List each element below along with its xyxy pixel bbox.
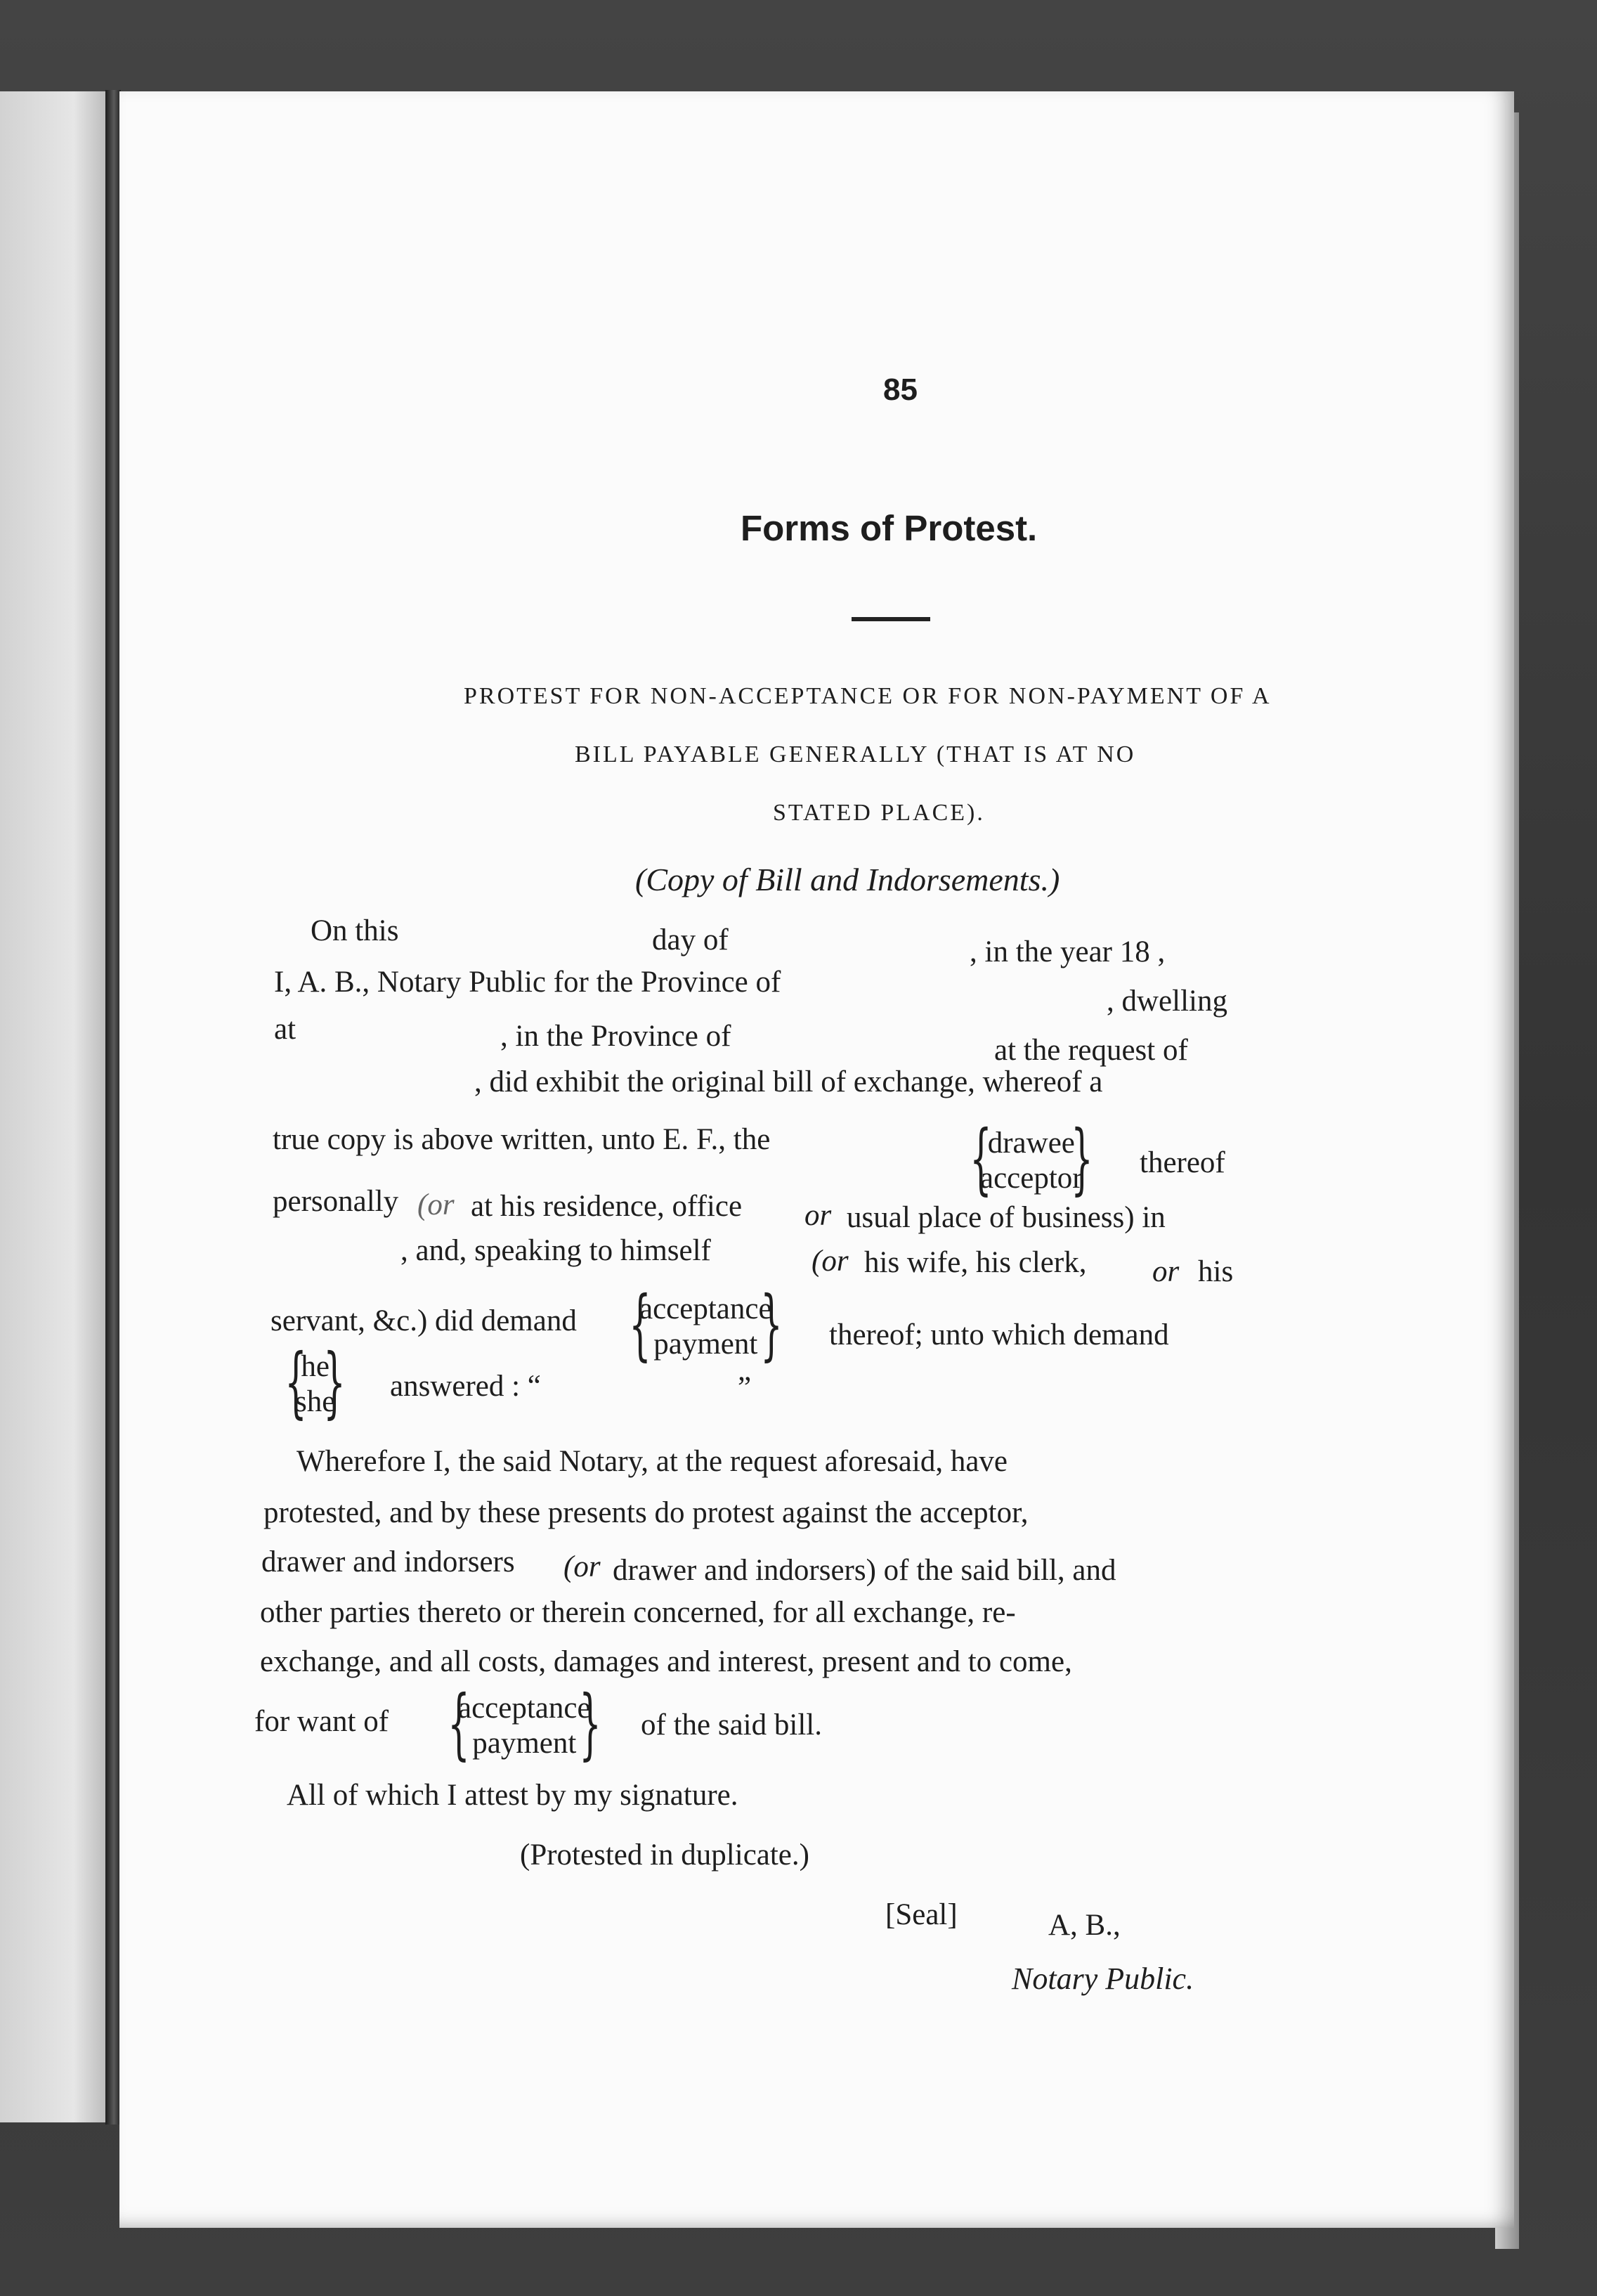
text-or-office: or — [804, 1199, 832, 1232]
text-day-of: day of — [652, 923, 729, 956]
text-answered: answered : “ — [390, 1370, 541, 1403]
text-in-the-year: , in the year 18 , — [970, 935, 1166, 968]
text-of-said-bill: of the said bill. — [641, 1708, 822, 1742]
text-residence: at his residence, office — [471, 1190, 743, 1223]
text-or-wife: (or — [811, 1245, 849, 1278]
text-usual-place: usual place of business) in — [847, 1201, 1166, 1234]
title-divider — [852, 617, 930, 621]
text-protested-duplicate: (Protested in duplicate.) — [520, 1838, 809, 1872]
text-close-quote: ” — [738, 1371, 752, 1404]
text-wherefore: Wherefore I, the said Notary, at the request aforesaid, have — [296, 1445, 1008, 1478]
section-subtitle: (Copy of Bill and Indorsements.) — [635, 862, 1060, 897]
text-thereof-1: thereof — [1140, 1146, 1225, 1179]
text-exchange-costs: exchange, and all costs, damages and interest, present and to come, — [260, 1645, 1072, 1678]
text-wife-clerk: his wife, his clerk, — [864, 1246, 1087, 1279]
text-or-his: or — [1152, 1255, 1180, 1288]
option-she: she — [295, 1385, 336, 1418]
left-page-edge — [0, 91, 105, 2122]
text-at: at — [274, 1013, 296, 1046]
text-or-residence: (or — [417, 1188, 455, 1221]
section-heading-line-1: PROTEST FOR NON-ACCEPTANCE OR FOR NON-PAYMENT OF A — [464, 683, 1272, 709]
text-for-want-of: for want of — [254, 1705, 389, 1738]
text-servant: servant, &c.) did demand — [270, 1304, 577, 1337]
text-on-this: On this — [311, 914, 399, 947]
text-did-exhibit: , did exhibit the original bill of exchange, whereof a — [474, 1065, 1103, 1098]
text-thereof-demand: thereof; unto which demand — [829, 1318, 1169, 1351]
text-or-drawer: (or — [563, 1550, 601, 1583]
text-speaking: , and, speaking to himself — [400, 1234, 711, 1267]
text-at-the-request: at the request of — [994, 1034, 1188, 1067]
page-title: Forms of Protest. — [741, 508, 1038, 548]
brace-drawee-acceptor: { drawee acceptor } — [970, 1113, 1093, 1203]
text-protested: protested, and by these presents do protest against the acceptor, — [263, 1496, 1029, 1529]
signature-name: A, B., — [1048, 1909, 1121, 1942]
option-payment: payment — [653, 1328, 758, 1361]
section-heading-line-3: STATED PLACE). — [773, 800, 985, 826]
signature-title: Notary Public. — [1012, 1961, 1194, 1996]
option-payment-2: payment — [472, 1727, 577, 1760]
option-he: he — [301, 1350, 330, 1383]
option-acceptance: acceptance — [639, 1292, 772, 1325]
seal-label: [Seal] — [885, 1898, 958, 1931]
text-attest: All of which I attest by my signature. — [287, 1779, 738, 1812]
text-dwelling: , dwelling — [1107, 985, 1227, 1018]
document-page — [119, 91, 1514, 2228]
brace-demand-options: { acceptance payment } — [629, 1279, 783, 1369]
text-his: his — [1198, 1255, 1234, 1288]
brace-want-options: { acceptance payment } — [448, 1678, 601, 1768]
brace-he-she: { he she } — [285, 1337, 346, 1427]
book-spine — [105, 90, 121, 2125]
text-drawer-indorsers: drawer and indorsers — [261, 1545, 515, 1578]
text-true-copy: true copy is above written, unto E. F., the — [273, 1123, 771, 1156]
text-in-the-province: , in the Province of — [500, 1020, 731, 1053]
page-number: 85 — [883, 372, 918, 407]
option-drawee: drawee — [987, 1127, 1075, 1160]
text-personally: personally — [273, 1185, 399, 1218]
section-heading-line-2: BILL PAYABLE GENERALLY (THAT IS AT NO — [575, 741, 1136, 767]
text-other-parties: other parties thereto or therein concerned, for all exchange, re- — [260, 1596, 1016, 1629]
option-acceptor: acceptor — [980, 1162, 1083, 1195]
text-notary-public: I, A. B., Notary Public for the Province of — [274, 966, 781, 999]
option-acceptance-2: acceptance — [458, 1692, 591, 1725]
text-drawer-indorsers-2: drawer and indorsers) of the said bill, and — [613, 1554, 1116, 1587]
